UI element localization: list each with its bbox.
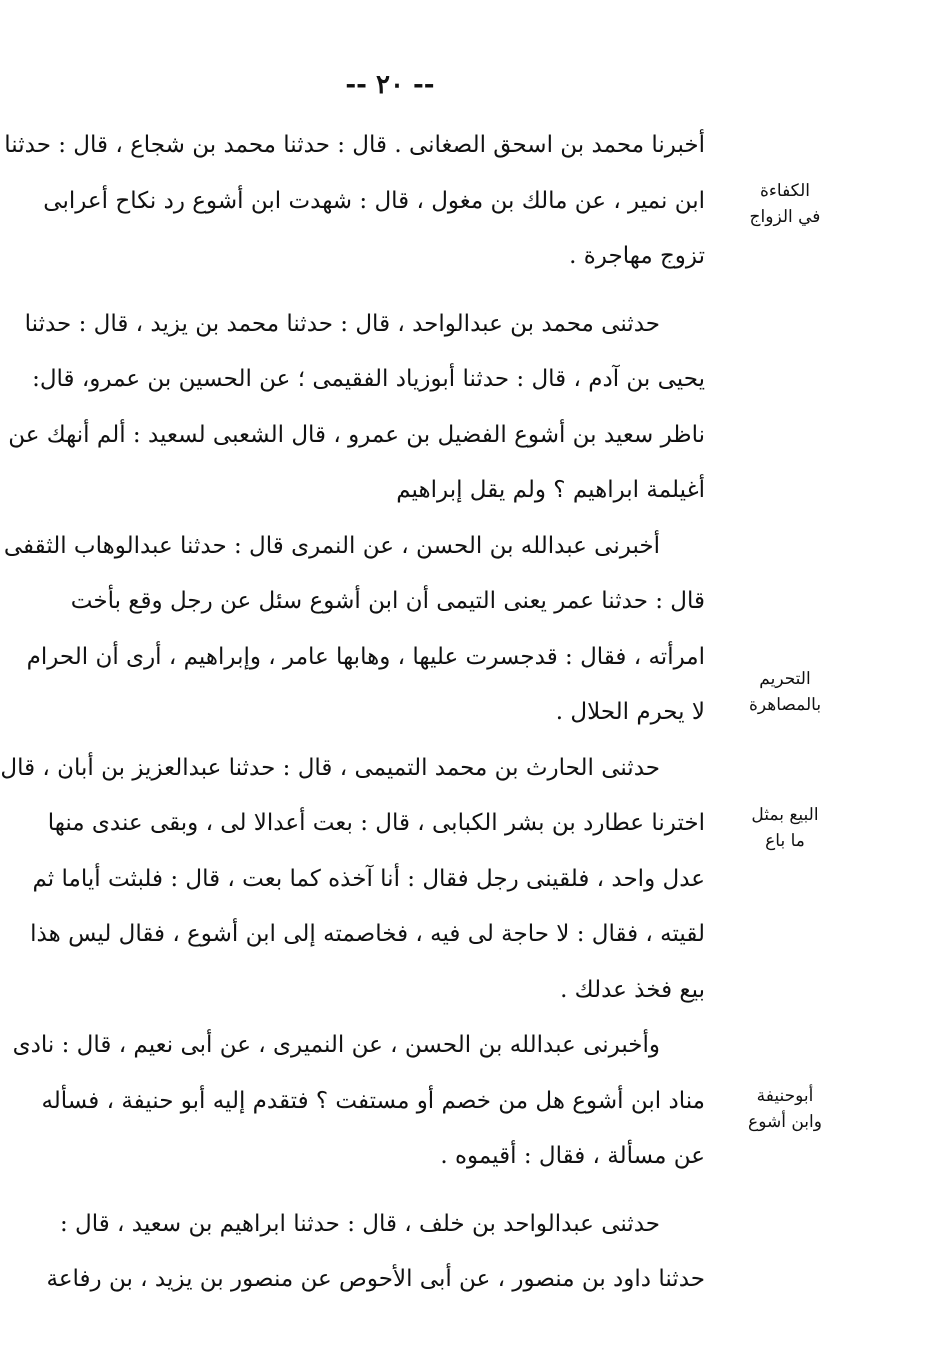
text-line: لقيته ، فقال : لا حاجة لى فيه ، فخاصمته إلى ابن أشوع ، فقال ليس هذا	[30, 921, 705, 947]
text-line: قال : حدثنا عمر يعنى التيمى أن ابن أشوع سئل عن رجل وقع بأخت	[70, 588, 705, 614]
text-line: أخبرنا محمد بن اسحق الصغانى . قال : حدثنا محمد بن شجاع ، قال : حدثنا	[4, 132, 705, 158]
margin-note-line: التحريم	[759, 669, 811, 689]
text-line: وأخبرنى عبدالله بن الحسن ، عن النميرى ، عن أبى نعيم ، قال : نادى	[12, 1032, 660, 1058]
margin-note-line: البيع بمثل	[751, 805, 819, 825]
text-line: عدل واحد ، فلقينى رجل فقال : أنا آخذه كما بعت ، قال : فلبثت أياما ثم	[32, 865, 705, 892]
text-line: اخترنا عطارد بن بشر الكبابى ، قال : بعت أعدالا لى ، وبقى عندى منها	[47, 810, 705, 836]
main-text	[0, 118, 705, 1308]
text-line: تزوج مهاجرة .	[569, 243, 705, 269]
text-line: حدثنى الحارث بن محمد التميمى ، قال : حدثنا عبدالعزيز بن أبان ، قال	[0, 754, 660, 781]
margin-note-bay	[740, 802, 830, 854]
text-line: لا يحرم الحلال .	[555, 699, 705, 725]
paragraph-3	[3, 519, 705, 741]
text-line: حدثنى محمد بن عبدالواحد ، قال : حدثنا محمد بن يزيد ، قال : حدثنا	[24, 310, 660, 337]
text-line: بيع فخذ عدلك .	[560, 976, 705, 1003]
text-line: يحيى بن آدم ، قال : حدثنا أبوزياد الفقيمى ؛ عن الحسين بن عمرو، قال:	[32, 366, 705, 392]
text-line: حدثنى عبدالواحد بن خلف ، قال : حدثنا ابراهيم بن سعيد ، قال :	[59, 1210, 660, 1237]
paragraph-5	[12, 1018, 705, 1185]
margin-note-tahrim	[740, 666, 830, 718]
margin-note-line: في الزواج	[749, 207, 821, 227]
text-line: ابن نمير ، عن مالك بن مغول ، قال : شهدت ابن أشوع رد نكاح أعرابى	[43, 187, 705, 214]
text-line: أخبرنى عبدالله بن الحسن ، عن النمرى قال : حدثنا عبدالوهاب الثقفى	[3, 532, 660, 559]
text-line: امرأته ، فقال : قدجسرت عليها ، وهابها عامر ، وإبراهيم ، أرى أن الحرام	[26, 643, 705, 670]
text-line: ناظر سعيد بن أشوع الفضيل بن عمرو ، قال الشعبى لسعيد : ألم أنهك عن	[8, 421, 705, 448]
margin-note-line: بالمصاهرة	[748, 695, 822, 715]
margin-note-line: الكفاءة	[760, 181, 810, 201]
margin-note-line: أبوحنيفة	[756, 1086, 814, 1106]
margin-note-kafaa	[740, 178, 830, 230]
text-line: أغيلمة ابراهيم ؟ ولم يقل إبراهيم	[396, 477, 705, 503]
margin-note-abu-hanifa	[740, 1083, 830, 1135]
margin-note-line: ما باع	[765, 831, 805, 851]
paragraph-1	[4, 118, 705, 285]
text-line: عن مسألة ، فقال : أقيموه .	[440, 1143, 705, 1169]
text-line: حدثنا داود بن منصور ، عن أبى الأحوص عن منصور بن يزيد ، بن رفاعة	[46, 1266, 705, 1292]
margin-note-line: وابن أشوع	[748, 1112, 822, 1132]
paragraph-4	[0, 741, 705, 1019]
paragraph-2	[8, 297, 705, 519]
paragraph-6	[46, 1197, 705, 1308]
page-number: -- ٢٠ --	[345, 70, 435, 100]
text-line: مناد ابن أشوع هل من خصم أو مستفت ؟ فتقدم إليه أبو حنيفة ، فسأله	[41, 1087, 705, 1114]
